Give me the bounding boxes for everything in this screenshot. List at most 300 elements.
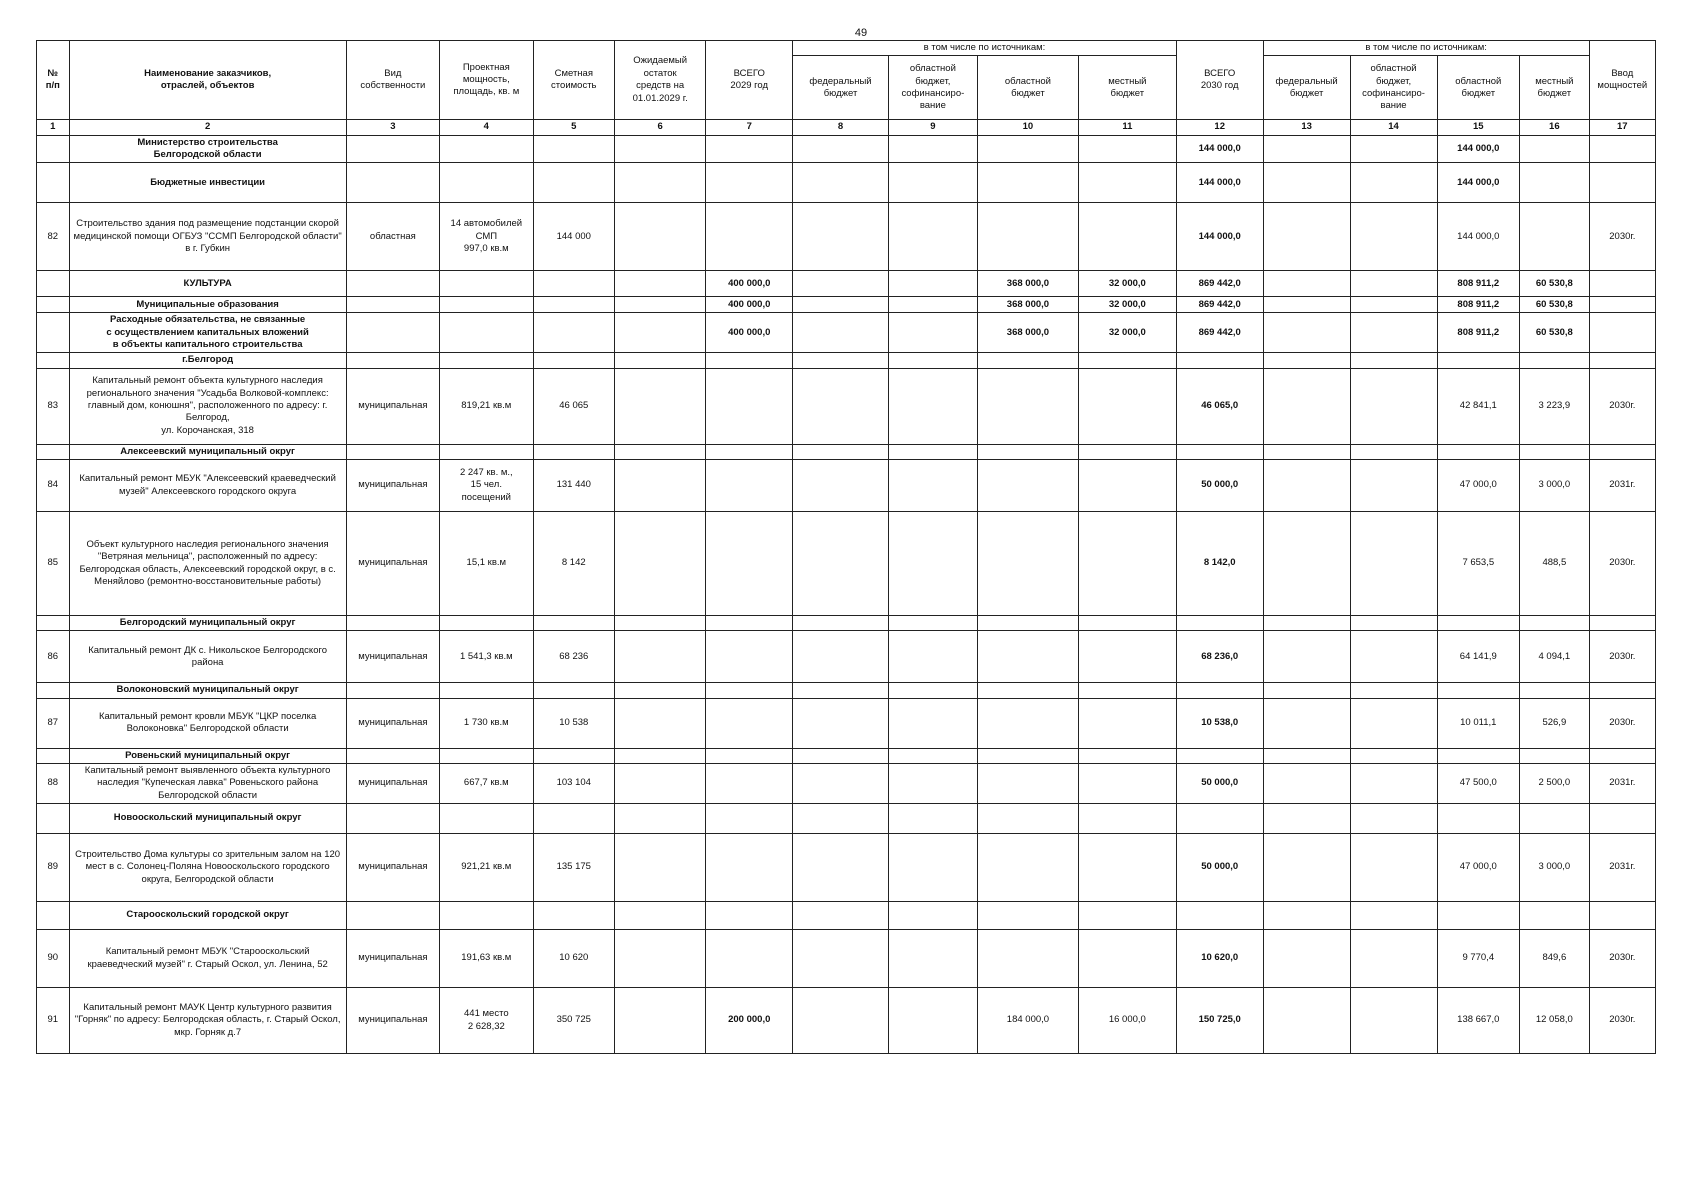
column-number: 8 — [793, 120, 889, 135]
group-name: Муниципальные образования — [69, 297, 346, 313]
group-name: КУЛЬТУРА — [69, 271, 346, 297]
estimated-cost-cell: 8 142 — [533, 512, 614, 616]
value-c12 — [1176, 683, 1263, 698]
commissioning-cell — [1589, 313, 1655, 353]
value-c13 — [1263, 930, 1350, 988]
value-c11 — [1078, 460, 1176, 512]
group-name: Новооскольский муниципальный округ — [69, 804, 346, 834]
value-c8 — [793, 271, 889, 297]
section-row — [37, 683, 1656, 698]
section-row — [37, 748, 1656, 763]
investment-table — [36, 40, 1656, 1054]
commissioning-cell — [1589, 163, 1655, 203]
group-row — [37, 313, 1656, 353]
value-c15 — [1437, 902, 1520, 930]
value-c16 — [1520, 353, 1590, 368]
group-name: Алексеевский муниципальный округ — [69, 444, 346, 459]
expected-balance-cell — [615, 460, 706, 512]
row-number: 82 — [37, 203, 70, 271]
header-regional-2030: областной бюджет — [1437, 56, 1520, 120]
ownership-cell: муниципальная — [346, 834, 439, 902]
value-c13 — [1263, 444, 1350, 459]
value-c11 — [1078, 163, 1176, 203]
object-name: Капитальный ремонт кровли МБУК "ЦКР поселка Волоконовка" Белгородской области — [69, 698, 346, 748]
value-c12: 144 000,0 — [1176, 203, 1263, 271]
capacity-cell: 15,1 кв.м — [440, 512, 533, 616]
table-row — [37, 460, 1656, 512]
value-c15: 9 770,4 — [1437, 930, 1520, 988]
expected-balance-cell — [615, 902, 706, 930]
ownership-cell: муниципальная — [346, 764, 439, 804]
value-c14 — [1350, 271, 1437, 297]
value-c11 — [1078, 748, 1176, 763]
estimated-cost-cell — [533, 616, 614, 631]
value-c8 — [793, 764, 889, 804]
value-c10: 368 000,0 — [977, 297, 1078, 313]
value-c10 — [977, 135, 1078, 163]
value-c15: 47 000,0 — [1437, 460, 1520, 512]
value-c15: 144 000,0 — [1437, 203, 1520, 271]
value-c10 — [977, 444, 1078, 459]
value-c9 — [888, 988, 977, 1054]
expected-balance-cell — [615, 748, 706, 763]
capacity-cell — [440, 444, 533, 459]
value-c16: 3 000,0 — [1520, 460, 1590, 512]
header-sources-2030: в том числе по источникам: — [1263, 41, 1589, 56]
commissioning-cell — [1589, 444, 1655, 459]
value-c11 — [1078, 353, 1176, 368]
value-c9 — [888, 353, 977, 368]
object-name: Строительство Дома культуры со зрительным залом на 120 мест в с. Солонец-Поляна Новооскольского городского округа, Белгородской области — [69, 834, 346, 902]
expected-balance-cell — [615, 988, 706, 1054]
value-c7 — [706, 460, 793, 512]
row-number — [37, 683, 70, 698]
value-c8 — [793, 460, 889, 512]
header-total-2030: ВСЕГО 2030 год — [1176, 41, 1263, 120]
value-c10 — [977, 804, 1078, 834]
value-c11 — [1078, 512, 1176, 616]
value-c13 — [1263, 460, 1350, 512]
capacity-cell: 191,63 кв.м — [440, 930, 533, 988]
value-c16: 60 530,8 — [1520, 271, 1590, 297]
value-c9 — [888, 764, 977, 804]
row-number: 87 — [37, 698, 70, 748]
group-name: Ровеньский муниципальный округ — [69, 748, 346, 763]
value-c7 — [706, 930, 793, 988]
value-c14 — [1350, 460, 1437, 512]
value-c15: 808 911,2 — [1437, 313, 1520, 353]
group-row — [37, 297, 1656, 313]
value-c12: 10 620,0 — [1176, 930, 1263, 988]
value-c8 — [793, 698, 889, 748]
ownership-cell: областная — [346, 203, 439, 271]
estimated-cost-cell — [533, 135, 614, 163]
value-c12: 50 000,0 — [1176, 764, 1263, 804]
capacity-cell: 667,7 кв.м — [440, 764, 533, 804]
value-c8 — [793, 297, 889, 313]
value-c12 — [1176, 804, 1263, 834]
value-c16: 12 058,0 — [1520, 988, 1590, 1054]
object-name: Строительство здания под размещение подстанции скорой медицинской помощи ОГБУЗ "ССМП Белгородской области" в г. Губкин — [69, 203, 346, 271]
value-c14 — [1350, 748, 1437, 763]
value-c10 — [977, 368, 1078, 444]
estimated-cost-cell — [533, 683, 614, 698]
value-c16: 2 500,0 — [1520, 764, 1590, 804]
value-c7: 200 000,0 — [706, 988, 793, 1054]
value-c12 — [1176, 444, 1263, 459]
value-c13 — [1263, 748, 1350, 763]
header-local-2030: местный бюджет — [1520, 56, 1590, 120]
column-number: 9 — [888, 120, 977, 135]
commissioning-cell: 2031г. — [1589, 834, 1655, 902]
header-capacity: Проектная мощность, площадь, кв. м — [440, 41, 533, 120]
estimated-cost-cell: 10 538 — [533, 698, 614, 748]
value-c12: 68 236,0 — [1176, 631, 1263, 683]
row-number — [37, 353, 70, 368]
commissioning-cell: 2030г. — [1589, 512, 1655, 616]
commissioning-cell — [1589, 804, 1655, 834]
group-name: Белгородский муниципальный округ — [69, 616, 346, 631]
value-c10 — [977, 902, 1078, 930]
column-number: 12 — [1176, 120, 1263, 135]
group-row — [37, 163, 1656, 203]
column-number: 14 — [1350, 120, 1437, 135]
column-number: 3 — [346, 120, 439, 135]
estimated-cost-cell: 46 065 — [533, 368, 614, 444]
commissioning-cell: 2030г. — [1589, 988, 1655, 1054]
row-number — [37, 748, 70, 763]
object-name: Капитальный ремонт МБУК "Старооскольский краеведческий музей" г. Старый Оскол, ул. Ленина, 52 — [69, 930, 346, 988]
value-c11 — [1078, 902, 1176, 930]
expected-balance-cell — [615, 698, 706, 748]
row-number: 90 — [37, 930, 70, 988]
value-c7 — [706, 748, 793, 763]
value-c7 — [706, 135, 793, 163]
value-c12: 150 725,0 — [1176, 988, 1263, 1054]
value-c7 — [706, 902, 793, 930]
section-row — [37, 902, 1656, 930]
value-c11 — [1078, 368, 1176, 444]
value-c12: 50 000,0 — [1176, 834, 1263, 902]
value-c14 — [1350, 353, 1437, 368]
value-c10 — [977, 616, 1078, 631]
commissioning-cell — [1589, 902, 1655, 930]
ownership-cell: муниципальная — [346, 512, 439, 616]
header-ownership: Вид собственности — [346, 41, 439, 120]
table-row — [37, 764, 1656, 804]
estimated-cost-cell — [533, 748, 614, 763]
commissioning-cell — [1589, 748, 1655, 763]
value-c9 — [888, 203, 977, 271]
row-number: 88 — [37, 764, 70, 804]
row-number: 89 — [37, 834, 70, 902]
value-c9 — [888, 698, 977, 748]
header-regional-2029: областной бюджет — [977, 56, 1078, 120]
value-c11 — [1078, 834, 1176, 902]
value-c11 — [1078, 764, 1176, 804]
value-c9 — [888, 368, 977, 444]
value-c16 — [1520, 135, 1590, 163]
ownership-cell — [346, 271, 439, 297]
ownership-cell — [346, 748, 439, 763]
table-row — [37, 203, 1656, 271]
value-c9 — [888, 271, 977, 297]
value-c13 — [1263, 512, 1350, 616]
value-c15: 7 653,5 — [1437, 512, 1520, 616]
value-c12: 50 000,0 — [1176, 460, 1263, 512]
value-c13 — [1263, 902, 1350, 930]
value-c16 — [1520, 902, 1590, 930]
value-c14 — [1350, 135, 1437, 163]
value-c8 — [793, 930, 889, 988]
column-number: 5 — [533, 120, 614, 135]
value-c8 — [793, 616, 889, 631]
header-name: Наименование заказчиков, отраслей, объектов — [69, 41, 346, 120]
value-c7: 400 000,0 — [706, 297, 793, 313]
value-c16 — [1520, 804, 1590, 834]
value-c16: 60 530,8 — [1520, 297, 1590, 313]
value-c7 — [706, 683, 793, 698]
group-row — [37, 135, 1656, 163]
value-c9 — [888, 460, 977, 512]
section-row — [37, 444, 1656, 459]
column-number: 6 — [615, 120, 706, 135]
value-c8 — [793, 834, 889, 902]
group-name: Волоконовский муниципальный округ — [69, 683, 346, 698]
value-c13 — [1263, 353, 1350, 368]
value-c15: 808 911,2 — [1437, 271, 1520, 297]
column-number: 17 — [1589, 120, 1655, 135]
value-c14 — [1350, 834, 1437, 902]
value-c9 — [888, 135, 977, 163]
column-number: 10 — [977, 120, 1078, 135]
value-c11 — [1078, 616, 1176, 631]
expected-balance-cell — [615, 683, 706, 698]
capacity-cell — [440, 297, 533, 313]
estimated-cost-cell — [533, 297, 614, 313]
value-c8 — [793, 368, 889, 444]
ownership-cell — [346, 297, 439, 313]
value-c9 — [888, 313, 977, 353]
table-body — [37, 135, 1656, 1053]
value-c11: 32 000,0 — [1078, 313, 1176, 353]
value-c8 — [793, 135, 889, 163]
capacity-cell: 1 541,3 кв.м — [440, 631, 533, 683]
value-c14 — [1350, 313, 1437, 353]
value-c13 — [1263, 203, 1350, 271]
value-c10 — [977, 163, 1078, 203]
commissioning-cell — [1589, 135, 1655, 163]
estimated-cost-cell — [533, 313, 614, 353]
value-c10 — [977, 834, 1078, 902]
object-name: Капитальный ремонт МАУК Центр культурного развития "Горняк" по адресу: Белгородская область, г. Старый Оскол, мкр. Горняк д.7 — [69, 988, 346, 1054]
value-c14 — [1350, 163, 1437, 203]
value-c7 — [706, 698, 793, 748]
value-c14 — [1350, 930, 1437, 988]
value-c11 — [1078, 930, 1176, 988]
expected-balance-cell — [615, 353, 706, 368]
value-c16 — [1520, 203, 1590, 271]
value-c11 — [1078, 203, 1176, 271]
header-expected-balance: Ожидаемый остаток средств на 01.01.2029 г. — [615, 41, 706, 120]
column-number: 15 — [1437, 120, 1520, 135]
value-c8 — [793, 988, 889, 1054]
expected-balance-cell — [615, 512, 706, 616]
value-c9 — [888, 297, 977, 313]
table-row — [37, 631, 1656, 683]
value-c12 — [1176, 902, 1263, 930]
value-c7 — [706, 203, 793, 271]
value-c13 — [1263, 764, 1350, 804]
value-c16: 3 223,9 — [1520, 368, 1590, 444]
group-row — [37, 271, 1656, 297]
value-c11: 32 000,0 — [1078, 297, 1176, 313]
commissioning-cell: 2030г. — [1589, 930, 1655, 988]
value-c15 — [1437, 683, 1520, 698]
ownership-cell — [346, 804, 439, 834]
value-c12 — [1176, 748, 1263, 763]
value-c14 — [1350, 368, 1437, 444]
value-c13 — [1263, 313, 1350, 353]
object-name: Объект культурного наследия регионального значения "Ветряная мельница", расположенный по адресу: Белгородская область, Алексеевский городской округ, в с. Меняйлово (ремонтно-восстановительные работы) — [69, 512, 346, 616]
value-c12: 869 442,0 — [1176, 297, 1263, 313]
header-local-2029: местный бюджет — [1078, 56, 1176, 120]
ownership-cell: муниципальная — [346, 930, 439, 988]
header-no: № п/п — [37, 41, 70, 120]
row-number — [37, 616, 70, 631]
value-c15 — [1437, 804, 1520, 834]
value-c8 — [793, 163, 889, 203]
ownership-cell: муниципальная — [346, 698, 439, 748]
object-name: Капитальный ремонт объекта культурного наследия регионального значения "Усадьба Волковой-комплекс: главный дом, конюшня", расположенного по адресу: г. Белгород, ул. Корочанская, 318 — [69, 368, 346, 444]
value-c8 — [793, 804, 889, 834]
estimated-cost-cell — [533, 353, 614, 368]
row-number: 86 — [37, 631, 70, 683]
value-c16: 526,9 — [1520, 698, 1590, 748]
capacity-cell — [440, 313, 533, 353]
value-c9 — [888, 748, 977, 763]
capacity-cell: 921,21 кв.м — [440, 834, 533, 902]
row-number: 84 — [37, 460, 70, 512]
expected-balance-cell — [615, 616, 706, 631]
estimated-cost-cell — [533, 902, 614, 930]
expected-balance-cell — [615, 834, 706, 902]
value-c13 — [1263, 683, 1350, 698]
value-c11 — [1078, 444, 1176, 459]
value-c9 — [888, 804, 977, 834]
value-c11: 16 000,0 — [1078, 988, 1176, 1054]
header-regional-cofin-2030: областной бюджет, софинансиро- вание — [1350, 56, 1437, 120]
expected-balance-cell — [615, 368, 706, 444]
expected-balance-cell — [615, 930, 706, 988]
group-name: Старооскольский городской округ — [69, 902, 346, 930]
header-federal-2029: федеральный бюджет — [793, 56, 889, 120]
column-number: 16 — [1520, 120, 1590, 135]
value-c12: 869 442,0 — [1176, 313, 1263, 353]
ownership-cell: муниципальная — [346, 368, 439, 444]
value-c12: 8 142,0 — [1176, 512, 1263, 616]
value-c12 — [1176, 616, 1263, 631]
row-number — [37, 271, 70, 297]
capacity-cell — [440, 271, 533, 297]
value-c10 — [977, 631, 1078, 683]
expected-balance-cell — [615, 297, 706, 313]
column-numbers-row — [37, 120, 1656, 135]
estimated-cost-cell — [533, 804, 614, 834]
ownership-cell — [346, 163, 439, 203]
column-number: 13 — [1263, 120, 1350, 135]
value-c13 — [1263, 297, 1350, 313]
value-c14 — [1350, 512, 1437, 616]
value-c10 — [977, 203, 1078, 271]
value-c15: 47 000,0 — [1437, 834, 1520, 902]
expected-balance-cell — [615, 804, 706, 834]
value-c16 — [1520, 444, 1590, 459]
value-c14 — [1350, 764, 1437, 804]
value-c16: 849,6 — [1520, 930, 1590, 988]
capacity-cell — [440, 683, 533, 698]
object-name: Капитальный ремонт ДК с. Никольское Белгородского района — [69, 631, 346, 683]
commissioning-cell — [1589, 616, 1655, 631]
expected-balance-cell — [615, 764, 706, 804]
group-name: Расходные обязательства, не связанные с осуществлением капитальных вложений в объекты капитального строительства — [69, 313, 346, 353]
value-c7 — [706, 616, 793, 631]
table-row — [37, 512, 1656, 616]
value-c12 — [1176, 353, 1263, 368]
commissioning-cell: 2031г. — [1589, 460, 1655, 512]
value-c12: 144 000,0 — [1176, 135, 1263, 163]
value-c16 — [1520, 683, 1590, 698]
value-c14 — [1350, 444, 1437, 459]
section-row — [37, 804, 1656, 834]
value-c16 — [1520, 616, 1590, 631]
commissioning-cell: 2030г. — [1589, 631, 1655, 683]
value-c15: 138 667,0 — [1437, 988, 1520, 1054]
value-c7 — [706, 444, 793, 459]
value-c9 — [888, 512, 977, 616]
value-c10: 184 000,0 — [977, 988, 1078, 1054]
row-number: 83 — [37, 368, 70, 444]
value-c7 — [706, 764, 793, 804]
value-c10: 368 000,0 — [977, 313, 1078, 353]
capacity-cell: 2 247 кв. м., 15 чел. посещений — [440, 460, 533, 512]
value-c15 — [1437, 353, 1520, 368]
value-c8 — [793, 203, 889, 271]
value-c16 — [1520, 748, 1590, 763]
row-number: 85 — [37, 512, 70, 616]
value-c9 — [888, 834, 977, 902]
value-c10 — [977, 764, 1078, 804]
table-row — [37, 988, 1656, 1054]
value-c11 — [1078, 698, 1176, 748]
value-c15: 10 011,1 — [1437, 698, 1520, 748]
value-c8 — [793, 313, 889, 353]
value-c16: 4 094,1 — [1520, 631, 1590, 683]
value-c9 — [888, 163, 977, 203]
row-number — [37, 313, 70, 353]
table-row — [37, 834, 1656, 902]
value-c11 — [1078, 631, 1176, 683]
value-c14 — [1350, 297, 1437, 313]
value-c14 — [1350, 988, 1437, 1054]
header-regional-cofin-2029: областной бюджет, софинансиро- вание — [888, 56, 977, 120]
value-c7 — [706, 368, 793, 444]
value-c15 — [1437, 616, 1520, 631]
group-name: Бюджетные инвестиции — [69, 163, 346, 203]
value-c13 — [1263, 135, 1350, 163]
value-c13 — [1263, 631, 1350, 683]
row-number — [37, 804, 70, 834]
